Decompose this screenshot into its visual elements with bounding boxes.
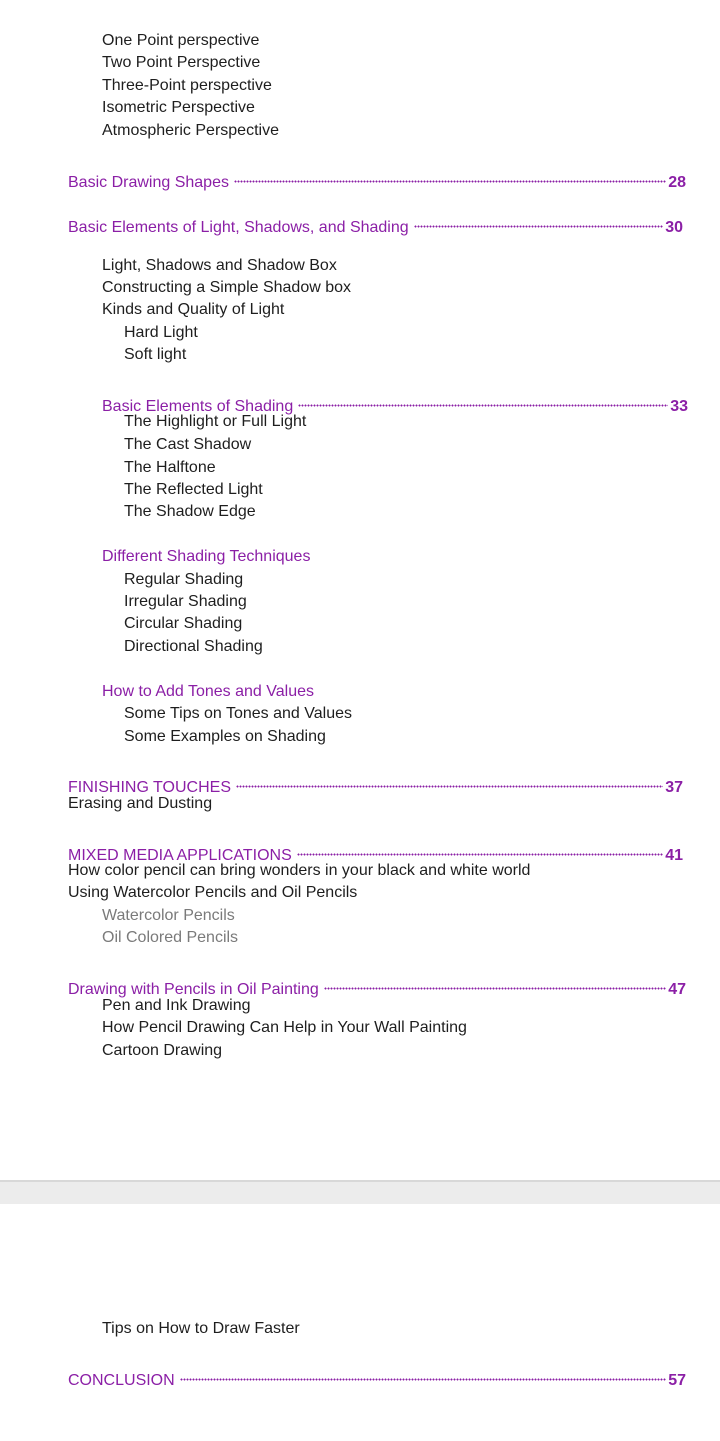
toc-subitem: Regular Shading [124,571,244,588]
toc-item: Isometric Perspective [102,99,255,116]
toc-subitem: The Cast Shadow [124,436,252,453]
toc-item: Kinds and Quality of Light [102,301,285,318]
toc-item: Three-Point perspective [102,77,272,94]
toc-heading-tones[interactable]: How to Add Tones and Values [102,683,314,700]
toc-item: One Point perspective [102,32,260,49]
toc-subitem: Some Examples on Shading [124,728,326,745]
dot-leader [236,770,663,792]
toc-heading-mixed-media[interactable] [68,838,683,864]
toc-page-number: 41 [665,847,683,864]
dot-leader [414,210,664,232]
toc-subitem: The Reflected Light [124,481,263,498]
toc-item: How color pencil can bring wonders in your black and white world [68,862,531,879]
toc-heading-label: Basic Drawing Shapes [68,174,229,191]
toc-heading-label: Drawing with Pencils in Oil Painting [68,981,319,998]
toc-heading-label: MIXED MEDIA APPLICATIONS [68,847,292,864]
toc-heading-light-shadows[interactable] [68,210,683,236]
toc-heading-shading-elements[interactable] [102,389,688,415]
toc-heading-label: CONCLUSION [68,1372,175,1389]
toc-item: Pen and Ink Drawing [102,997,251,1014]
toc-item: Two Point Perspective [102,54,261,71]
toc-subitem: Soft light [124,346,187,363]
toc-heading-label: FINISHING TOUCHES [68,779,231,796]
dot-leader [324,972,666,994]
toc-item: Atmospheric Perspective [102,122,279,139]
toc-page-number: 33 [670,398,688,415]
toc-subitem: The Halftone [124,459,216,476]
toc-heading-conclusion[interactable] [68,1363,686,1389]
toc-item: Light, Shadows and Shadow Box [102,257,337,274]
toc-item: Cartoon Drawing [102,1042,223,1059]
toc-subitem: Watercolor Pencils [102,907,235,924]
toc-page-number: 28 [668,174,686,191]
toc-heading-label: Basic Elements of Light, Shadows, and Shading [68,219,409,236]
toc-heading-oil-painting[interactable] [68,972,686,998]
toc-subitem: Circular Shading [124,615,243,632]
toc-heading-finishing[interactable] [68,770,683,796]
toc-subitem: Hard Light [124,324,198,341]
toc-heading-label: Basic Elements of Shading [102,398,294,415]
toc-heading-basic-shapes[interactable] [68,165,686,191]
dot-leader [297,838,663,860]
toc-page-number: 30 [665,219,683,236]
toc-subitem: Directional Shading [124,638,263,655]
toc-item: Erasing and Dusting [68,795,213,812]
dot-leader [234,165,666,187]
toc-page-number: 47 [668,981,686,998]
dot-leader [298,389,668,411]
toc-page-number: 37 [665,779,683,796]
toc-page-2 [0,1204,720,1441]
toc-item: Constructing a Simple Shadow box [102,279,352,296]
toc-subitem: The Highlight or Full Light [124,413,307,430]
dot-leader [180,1363,667,1385]
toc-heading-techniques[interactable]: Different Shading Techniques [102,548,311,565]
toc-item: Using Watercolor Pencils and Oil Pencils [68,884,358,901]
toc-subitem: Some Tips on Tones and Values [124,705,352,722]
toc-subitem: Oil Colored Pencils [102,929,239,946]
toc-item: How Pencil Drawing Can Help in Your Wall Painting [102,1019,467,1036]
page-separator [0,1180,720,1204]
toc-subitem: The Shadow Edge [124,503,256,520]
toc-page-number: 57 [668,1372,686,1389]
toc-item: Tips on How to Draw Faster [102,1320,300,1337]
toc-subitem: Irregular Shading [124,593,247,610]
